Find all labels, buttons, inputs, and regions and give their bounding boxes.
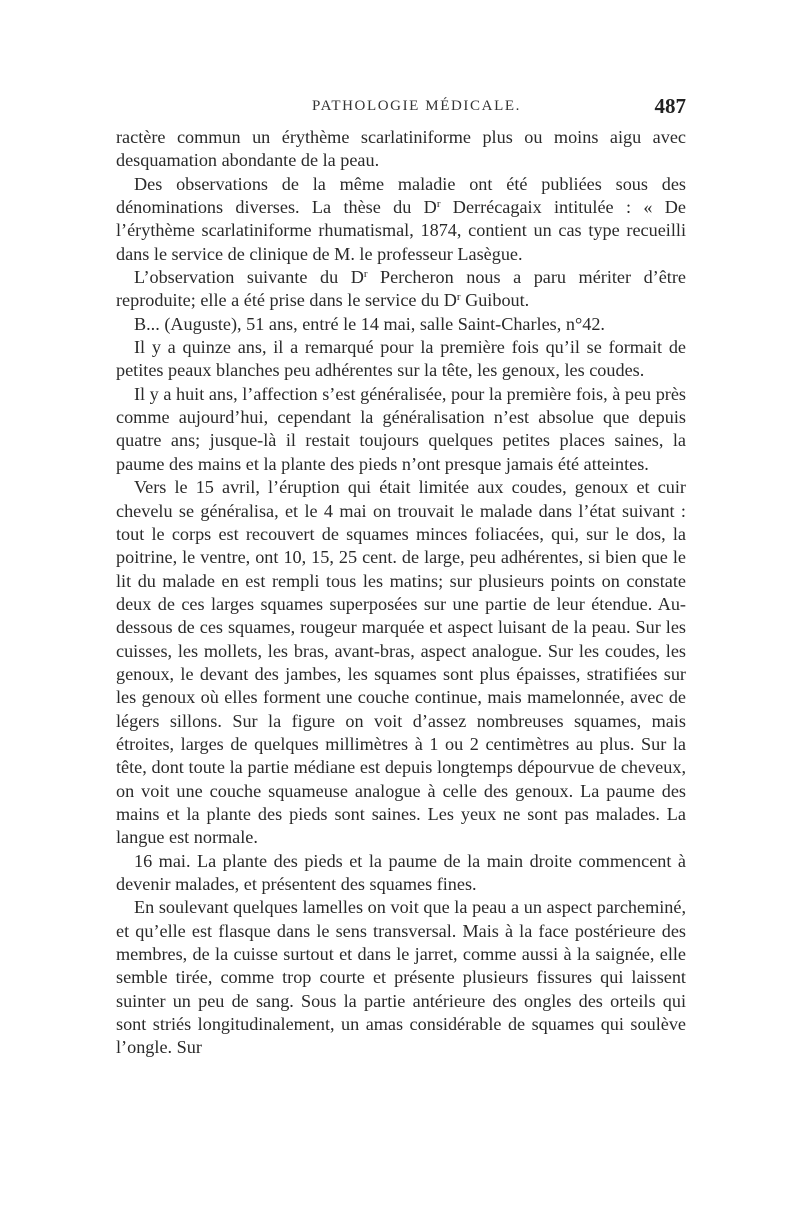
paragraph-eight-years: Il y a huit ans, l’affection s’est généralisée, pour la première fois, à peu près comme aujourd’hui, cependant la généralisation n’est absolue que depuis quatre ans; jusque-là il restait toujours quelques petites places saines, la paume des mains et la plante des pieds n’ont presque jamais été atteintes. [116,383,686,474]
paragraph-percheron: L’observation suivante du $D^r$ Percheron nous a paru mériter d’être reproduite; elle a été prise dans le service du $D^r$ Guibout. [116,267,686,311]
paragraph-april: Vers le 15 avril, l’éruption qui était limitée aux coudes, genoux et cuir chevelu se généralisa, et le 4 mai on trouvait le malade dans l’état suivant : tout le corps est recouvert de squames minces foliacées, qui, sur le dos, la poitrine, le ventre, ont 10, 15, 25 cent. de large, peu adhérentes, si bien que le lit du malade en est rempli tous les matins; sur plusieurs points on constate deux de ces larges squames superposées sur une partie de leur étendue. Au-dessous de ces squames, rougeur marquée et aspect luisant de la peau. Sur les cuisses, les mollets, les bras, avant-bras, aspect analogue. Sur les coudes, les genoux, le devant des jambes, les squames sont plus épaisses, stratifiées sur les genoux où elles forment une couche continue, mais mamelonnée, avec de légers sillons. Sur la figure on voit d’assez nombreuses squames, mais étroites, larges de quelques millimètres à 1 ou 2 centimètres au plus. Sur la tête, dont toute la partie médiane est depuis longtemps dépourvue de cheveux, on voit une couche squameuse analogue à celle des genoux. La paume des mains et la plante des pieds sont saines. Les yeux ne sont pas malades. La langue est normale. [116,477,686,848]
body-text [116,126,686,1060]
page-number: 487 [654,94,686,118]
paragraph-patient: B... (Auguste), 51 ans, entré le 14 mai, salle Saint-Charles, n°42. [134,313,605,334]
page-header [116,94,686,124]
paragraph-lamelles: En soulevant quelques lamelles on voit que la peau a un aspect parcheminé, et qu’elle est flasque dans le sens transversal. Mais à la face postérieure des membres, de la cuisse surtout et dans le jarret, comme aussi à la saignée, elle semble tirée, comme trop courte et présente plusieurs fissures qui laissent suinter un peu de sang. Sous la partie antérieure des ongles des orteils qui sont striés longitudinalement, un amas considérable de squames qui soulève l’ongle. Sur [116,897,686,1058]
paragraph-observations: Des observations de la même maladie ont été publiées sous des dénominations diverses. La thèse du $D^r$ Derrécagaix intitulée : « De l’érythème scarlatiniforme rhumatismal, 1874, contient un cas type recueilli dans le service de clinique de M. le professeur Lasègue. [116,173,686,264]
running-head: PATHOLOGIE MÉDICALE. [312,98,521,114]
paragraph-continuation: ractère commun un érythème scarlatiniforme plus ou moins aigu avec desquamation abondante de la peau. [116,127,686,171]
paragraph-may-16: 16 mai. La plante des pieds et la paume de la main droite commencent à devenir malades, et présentent des squames fines. [116,850,686,894]
paragraph-fifteen-years: Il y a quinze ans, il a remarqué pour la première fois qu’il se formait de petites peaux blanches peu adhérentes sur la tête, les genoux, les coudes. [116,337,686,381]
